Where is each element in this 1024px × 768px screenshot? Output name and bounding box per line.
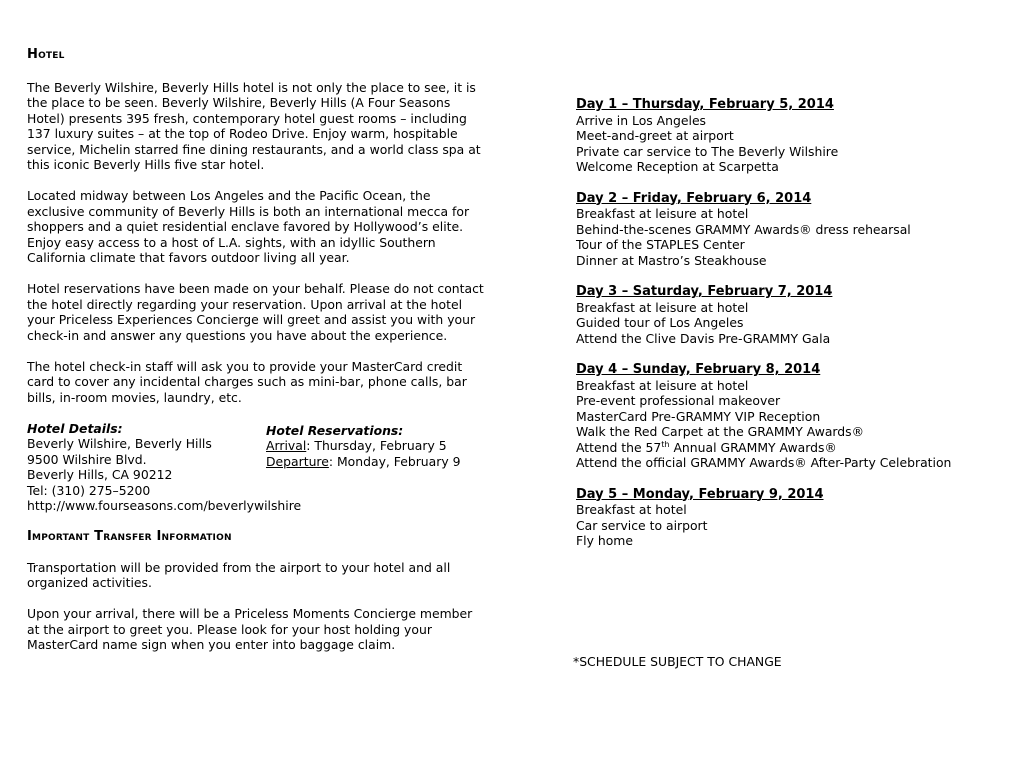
day-title: Day 3 – Saturday, February 7, 2014 [576, 284, 833, 299]
day-item: Private car service to The Beverly Wilshire [576, 143, 839, 159]
day-item: Arrive in Los Angeles [576, 112, 707, 128]
day-item: Breakfast at leisure at hotel [576, 377, 749, 393]
departure-line [266, 454, 485, 470]
day-item: MasterCard Pre-GRAMMY VIP Reception [576, 408, 821, 424]
day-item: Tour of the STAPLES Center [576, 237, 745, 252]
day-item: Behind-the-scenes GRAMMY Awards® dress rehearsal [576, 221, 911, 237]
ordinal-suffix: th [661, 439, 670, 449]
departure-value: : Monday, February 9 [328, 453, 461, 469]
day-block [576, 284, 1006, 346]
transfer-paragraph: Transportation will be provided from the airport to your hotel and all organized activities. [27, 559, 451, 590]
hotel-paragraph: The Beverly Wilshire, Beverly Hills hotel is not only the place to see, it is the place to be seen. Beverly Wilshire, Beverly Hills (A Four Seasons Hotel) presents 395 fresh, contemporary hotel guest rooms – including 137 luxury suites – at the top of Rodeo Drive. Enjoy warm, hospitable service, Michelin starred fine dining restaurants, and a world class spa at this iconic Beverly Hills five star hotel. [27, 79, 481, 172]
hotel-paragraph: The hotel check-in staff will ask you to provide your MasterCard credit card to cover any incidental charges such as mini-bar, phone calls, bar bills, in-room movies, laundry, etc. [27, 358, 467, 405]
arrival-label: Arrival [266, 438, 307, 453]
day-block [576, 487, 1006, 549]
hotel-details-block [27, 421, 485, 514]
day-item: Fly home [576, 533, 633, 548]
hotel-heading: Hotel [27, 47, 65, 62]
day-block [576, 191, 1006, 269]
hotel-reservations-label: Hotel Reservations: [266, 422, 404, 438]
day-item-text: Attend the 57 [576, 439, 662, 455]
day-item: Breakfast at hotel [576, 502, 687, 517]
day-item: Welcome Reception at Scarpetta [576, 159, 779, 174]
day-item: Pre-event professional makeover [576, 393, 781, 408]
left-column [27, 47, 485, 668]
hotel-street: 9500 Wilshire Blvd. [27, 451, 147, 467]
day-item: Car service to airport [576, 517, 708, 533]
transfer-heading: Important Transfer Information [27, 529, 232, 544]
transfer-paragraph: Upon your arrival, there will be a Priceless Moments Concierge member at the airport to greet you. Please look for your host holding your MasterCard name sign when you enter into baggage claim. [27, 606, 473, 652]
day-item: Meet-and-greet at airport [576, 128, 734, 143]
hotel-details-label: Hotel Details: [27, 420, 123, 436]
hotel-paragraph: Located midway between Los Angeles and the Pacific Ocean, the exclusive community of Beverly Hills is both an international mecca for shoppers and a quiet residential enclave favored by Hollywood’s elite. Enjoy easy access to a host of L.A. sights, with an idyllic Southern California climate that favors outdoor living all year. [27, 188, 470, 265]
schedule-note: *SCHEDULE SUBJECT TO CHANGE [573, 654, 782, 669]
day-item: Attend the official GRAMMY Awards® After-Party Celebration [576, 455, 952, 470]
hotel-phone: Tel: (310) 275–5200 [27, 482, 151, 498]
hotel-website-link[interactable]: http://www.fourseasons.com/beverlywilshire [27, 498, 302, 513]
day-title: Day 5 – Monday, February 9, 2014 [576, 486, 824, 502]
hotel-reservations [266, 421, 485, 514]
hotel-name: Beverly Wilshire, Beverly Hills [27, 436, 212, 451]
day-block [576, 362, 1006, 471]
schedule-column [576, 97, 1006, 565]
day-title: Day 4 – Sunday, February 8, 2014 [576, 362, 821, 377]
day-item: Breakfast at leisure at hotel [576, 299, 749, 315]
hotel-paragraph: Hotel reservations have been made on your behalf. Please do not contact the hotel directly regarding your reservation. Upon arrival at the hotel your Priceless Experiences Concierge will greet and assist you with your check-in and answer any questions you have about the experience. [27, 281, 484, 343]
day-item: Guided tour of Los Angeles [576, 315, 744, 330]
day-item: Attend the Clive Davis Pre-GRAMMY Gala [576, 330, 831, 346]
hotel-city: Beverly Hills, CA 90212 [27, 467, 173, 482]
day-item: Walk the Red Carpet at the GRAMMY Awards® [576, 424, 865, 439]
day-block [576, 97, 1006, 175]
arrival-line [266, 438, 485, 454]
departure-label: Departure [266, 453, 329, 469]
arrival-value: : Thursday, February 5 [306, 438, 447, 453]
day-item [576, 440, 1006, 456]
day-title: Day 2 – Friday, February 6, 2014 [576, 190, 812, 206]
day-title: Day 1 – Thursday, February 5, 2014 [576, 97, 834, 112]
day-item-text: Annual GRAMMY Awards® [669, 439, 837, 455]
day-item: Dinner at Mastro’s Steakhouse [576, 252, 767, 268]
day-item: Breakfast at leisure at hotel [576, 206, 749, 221]
